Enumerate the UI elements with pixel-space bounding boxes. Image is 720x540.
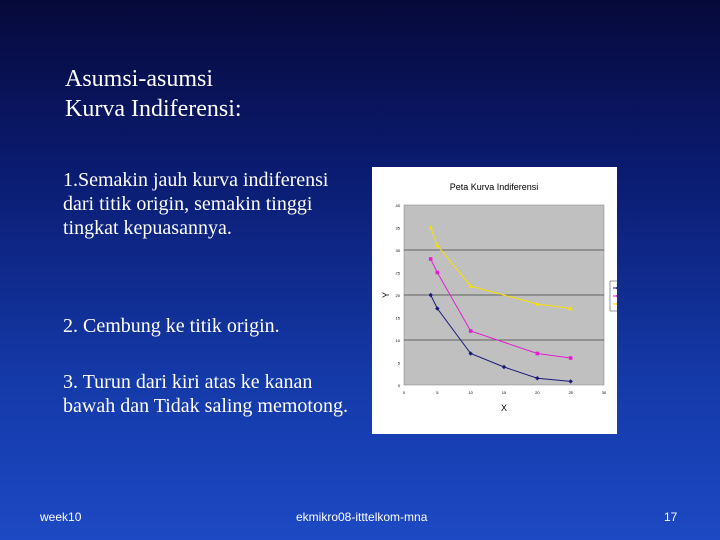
y-tick-label: 25 xyxy=(395,270,400,276)
x-tick-label: 25 xyxy=(568,390,573,395)
slide-title-line-2: Kurva Indiferensi: xyxy=(65,96,242,122)
footer-week: week10 xyxy=(40,510,82,524)
chart-title: Peta Kurva Indiferensi xyxy=(449,182,539,192)
indifference-chart xyxy=(372,167,617,434)
assumption-1: 1.Semakin jauh kurva indiferensi dari titik origin, semakin tinggi tingkat kepuasannya. xyxy=(63,169,329,239)
assumption-3: 3. Turun dari kiri atas ke kanan bawah dan Tidak saling memotong. xyxy=(63,371,348,417)
data-point xyxy=(536,352,540,356)
x-tick-label: 5 xyxy=(436,390,439,395)
y-tick-label: 15 xyxy=(395,315,400,321)
y-tick-label: 10 xyxy=(395,338,400,343)
data-point xyxy=(436,271,440,275)
data-point xyxy=(429,257,433,261)
footer-page-number: 17 xyxy=(664,510,678,524)
slide-title xyxy=(65,64,242,124)
x-tick-label: 15 xyxy=(501,390,507,395)
x-tick-label: 10 xyxy=(468,390,473,395)
y-tick-label: 20 xyxy=(395,293,400,298)
y-tick-label: 0 xyxy=(397,383,400,388)
x-tick-label: 20 xyxy=(535,390,540,395)
chart-svg xyxy=(372,167,617,434)
x-tick-label: 30 xyxy=(601,390,607,395)
data-point xyxy=(569,356,573,360)
slide-title-line-1: Asumsi-asumsi xyxy=(65,66,214,92)
data-point xyxy=(469,329,473,333)
y-tick-label: 40 xyxy=(395,203,400,208)
footer-course: ekmikro08-itttelkom-mna xyxy=(296,510,428,524)
y-tick-label: 5 xyxy=(397,360,400,366)
x-axis-label: X xyxy=(500,403,508,413)
assumption-2: 2. Cembung ke titik origin. xyxy=(63,315,280,337)
y-axis-label: Y xyxy=(381,291,391,299)
x-tick-label: 0 xyxy=(402,390,406,395)
y-tick-label: 30 xyxy=(395,248,400,253)
y-tick-label: 35 xyxy=(395,225,400,231)
